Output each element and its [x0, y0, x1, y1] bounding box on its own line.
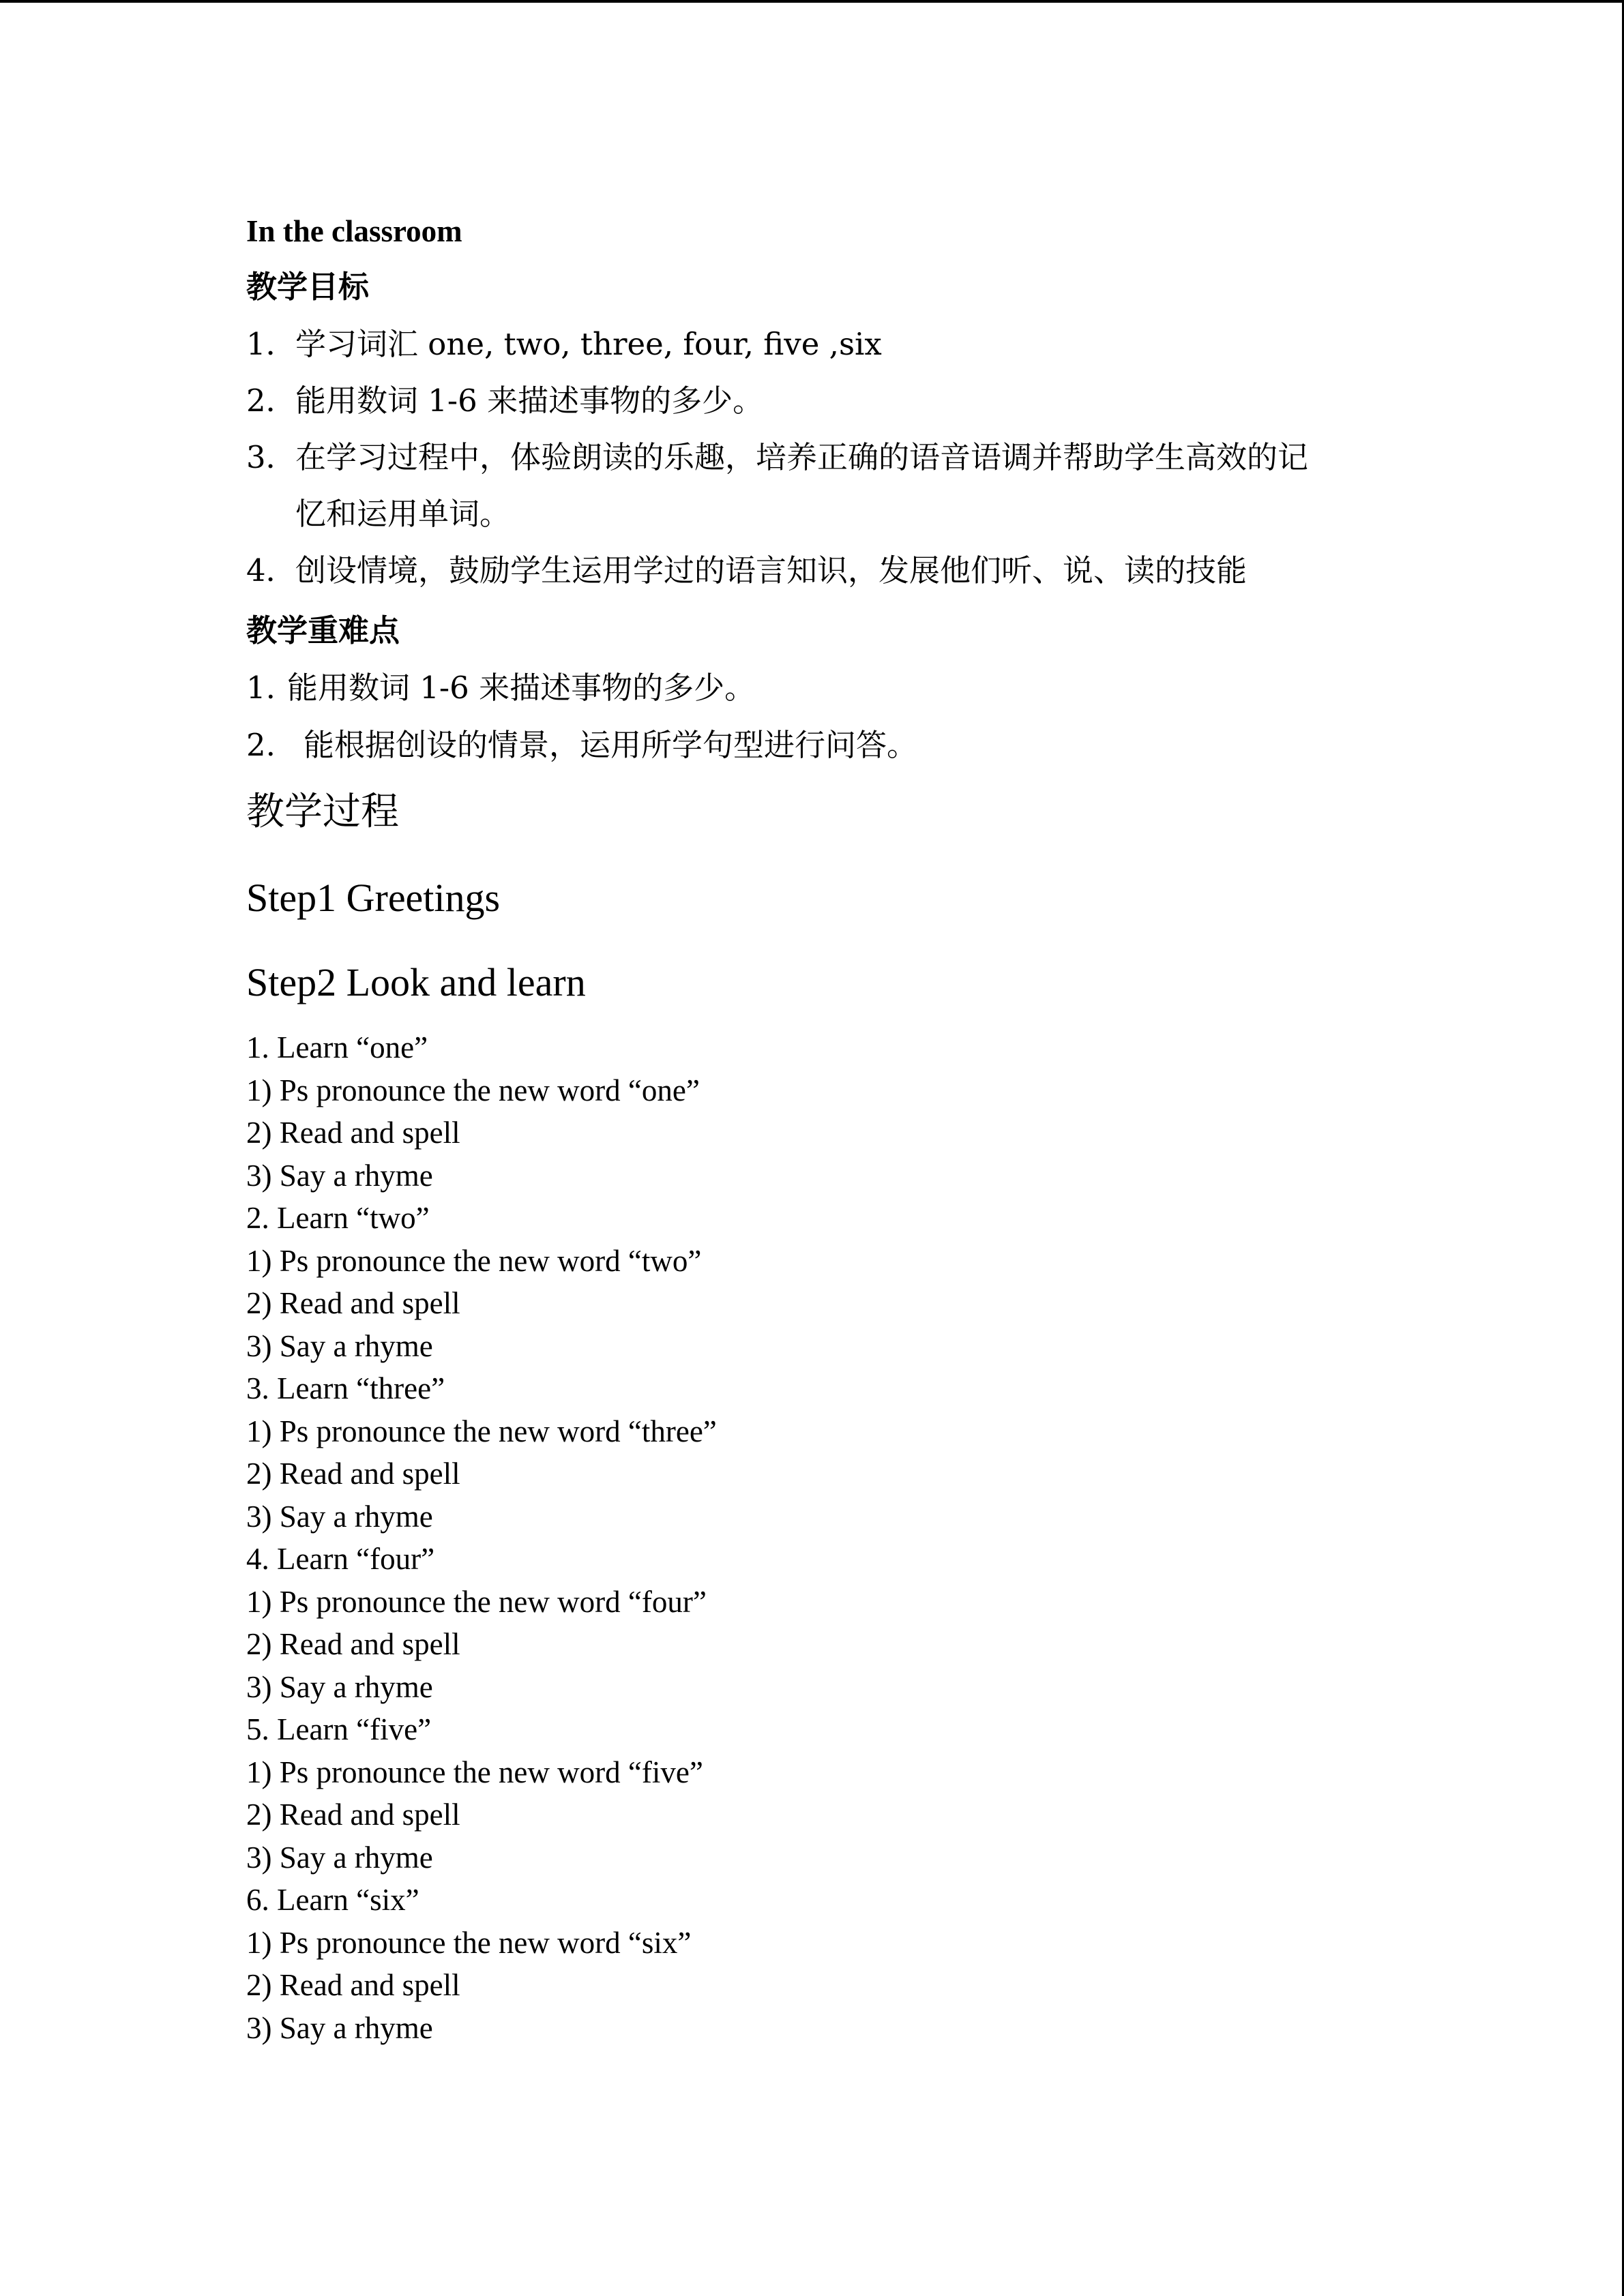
process-line: 2) Read and spell — [246, 1968, 460, 2002]
key-point-text: 能根据创设的情景，运用所学句型进行问答。 — [304, 727, 918, 763]
process-line: 1) Ps pronounce the new word “five” — [246, 1755, 703, 1789]
process-line: 1. Learn “one” — [246, 1030, 428, 1064]
goal-item — [246, 324, 882, 365]
goal-number: 2． — [246, 383, 297, 419]
key-point-item — [246, 668, 755, 709]
goal-item — [246, 437, 1308, 478]
process-line: 1) Ps pronounce the new word “four” — [246, 1585, 707, 1619]
goal-item — [246, 550, 1247, 591]
process-line: 1) Ps pronounce the new word “two” — [246, 1244, 702, 1278]
page-top-border — [0, 0, 1624, 3]
process-line: 3. Learn “three” — [246, 1371, 445, 1405]
process-heading: 教学过程 — [246, 790, 399, 834]
key-point-number: 2. — [246, 727, 276, 763]
process-line: 2) Read and spell — [246, 1627, 460, 1661]
key-points-heading: 教学重难点 — [246, 612, 400, 648]
step1-heading: Step1 Greetings — [246, 876, 501, 920]
process-line: 2) Read and spell — [246, 1457, 460, 1491]
process-line: 3) Say a rhyme — [246, 1159, 433, 1193]
goal-number: 4． — [246, 552, 297, 588]
goal-text: 能用数词 1-6 来描述事物的多少。 — [295, 383, 764, 419]
process-line: 3) Say a rhyme — [246, 1500, 433, 1534]
process-line: 2) Read and spell — [246, 1798, 460, 1832]
goal-item — [246, 381, 763, 421]
document-title: In the classroom — [246, 214, 462, 248]
process-line: 2. Learn “two” — [246, 1201, 430, 1235]
process-line: 6. Learn “six” — [246, 1883, 419, 1917]
key-point-item — [246, 725, 917, 766]
goal-text: 创设情境，鼓励学生运用学过的语言知识，发展他们听、说、读的技能 — [295, 552, 1247, 588]
process-line: 5. Learn “five” — [246, 1712, 432, 1746]
process-line: 2) Read and spell — [246, 1116, 460, 1150]
key-point-text: 能用数词 1-6 来描述事物的多少。 — [287, 670, 756, 706]
process-line: 1) Ps pronounce the new word “one” — [246, 1073, 700, 1107]
goal-number: 1． — [246, 326, 297, 362]
process-line: 2) Read and spell — [246, 1286, 460, 1320]
process-line: 3) Say a rhyme — [246, 1329, 433, 1363]
process-line: 1) Ps pronounce the new word “six” — [246, 1926, 692, 1960]
goal-number: 3． — [246, 439, 297, 475]
goal-item-continuation: 忆和运用单词。 — [295, 496, 511, 532]
key-point-number: 1. — [246, 670, 276, 706]
process-line: 3) Say a rhyme — [246, 1840, 433, 1875]
goal-text: 学习词汇 one, two, three, four, five ,six — [295, 326, 882, 362]
step2-heading: Step2 Look and learn — [246, 960, 586, 1004]
process-line: 3) Say a rhyme — [246, 1670, 433, 1704]
process-line: 3) Say a rhyme — [246, 2011, 433, 2045]
goal-text: 在学习过程中，体验朗读的乐趣，培养正确的语音语调并帮助学生高效的记 — [295, 439, 1309, 475]
process-line: 4. Learn “four” — [246, 1542, 435, 1576]
goals-heading: 教学目标 — [246, 269, 370, 305]
process-line: 1) Ps pronounce the new word “three” — [246, 1414, 717, 1448]
